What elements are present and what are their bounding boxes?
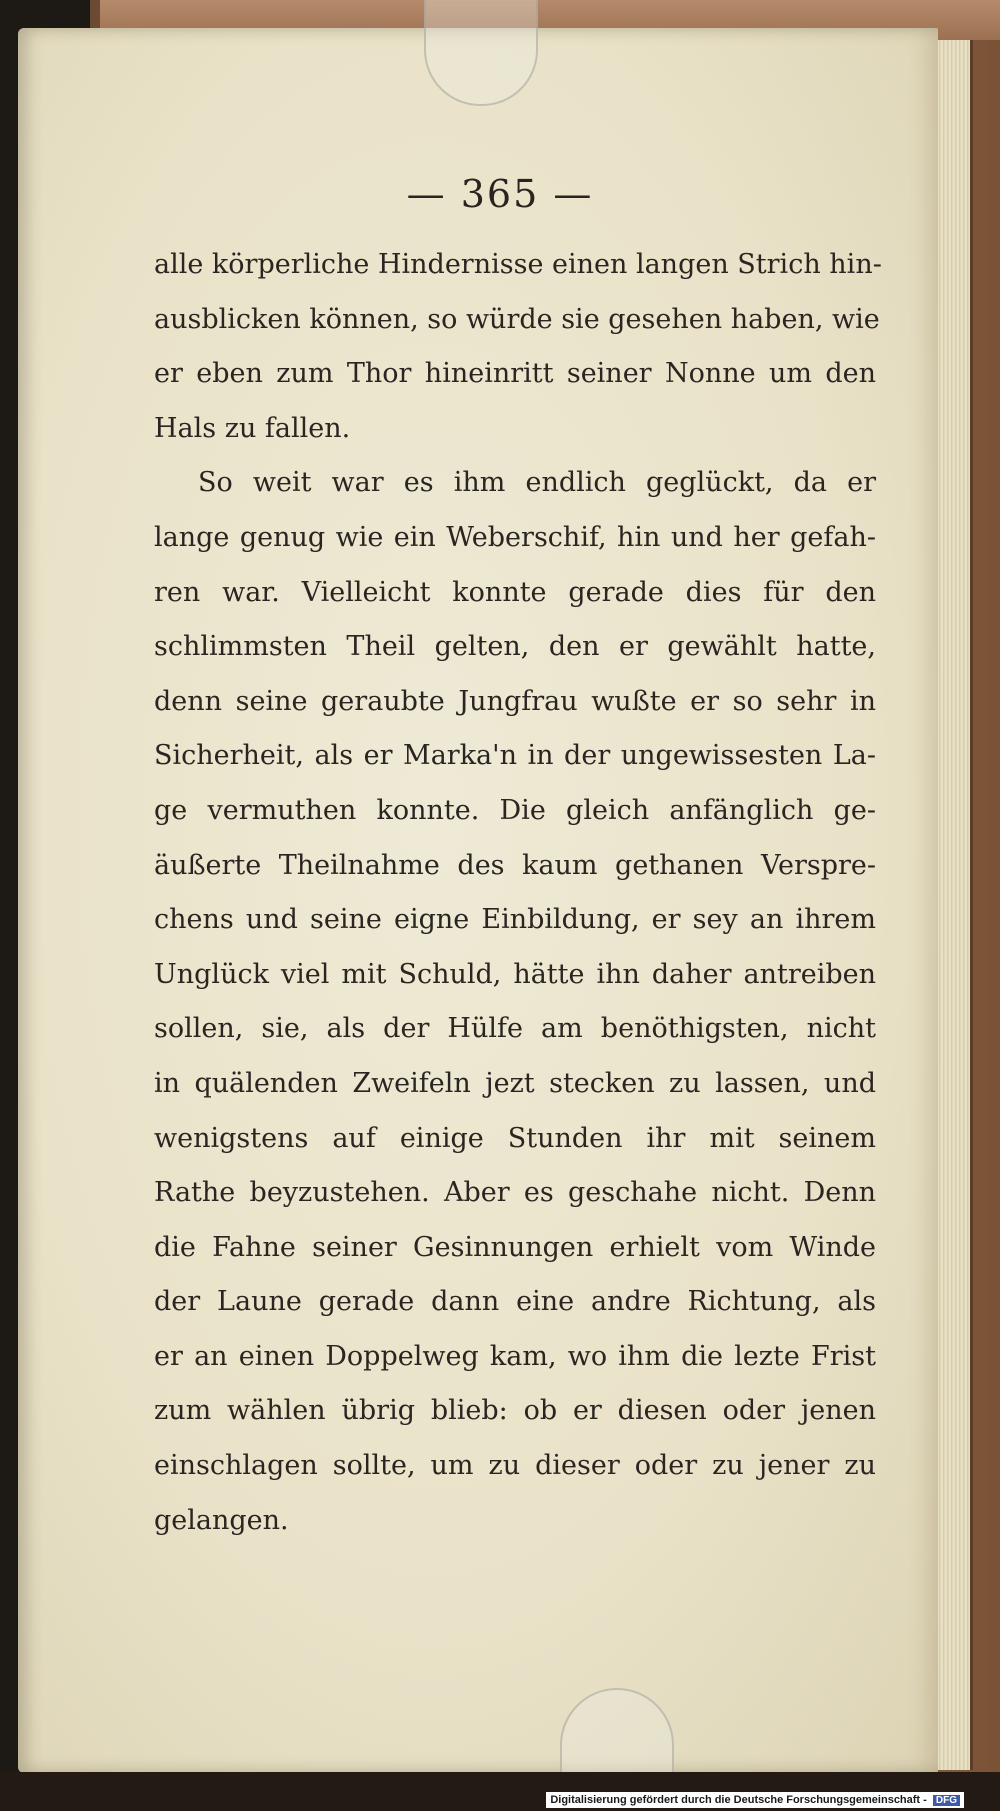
page-clip-top — [424, 0, 538, 106]
text-line: alle körperliche Hindernisse einen langen Strich hin- — [154, 249, 882, 280]
text-line: einschlagen sollte, um zu dieser oder zu jener zu — [154, 1450, 876, 1482]
text-line: denn seine geraubte Jungfrau wußte er so sehr in — [154, 685, 876, 717]
text-line: lange genug wie ein Weberschif, hin und her gefah- — [154, 521, 876, 553]
text-line: äußerte Theilnahme des kaum gethanen Verspre- — [154, 849, 876, 881]
text-line: die Fahne seiner Gesinnungen erhielt vom Winde — [154, 1231, 876, 1263]
digitization-credit — [546, 1792, 964, 1808]
text-line: er eben zum Thor hineinritt seiner Nonne um den — [154, 358, 876, 390]
text-line: zum wählen übrig blieb: ob er diesen oder jenen — [154, 1395, 876, 1427]
body-text — [154, 238, 882, 1548]
text-line: chens und seine eigne Einbildung, er sey an ihrem — [154, 904, 876, 936]
page-number: — 365 — — [406, 172, 594, 216]
text-line: in quälenden Zweifeln jezt stecken zu lassen, und — [154, 1067, 876, 1099]
text-line: er an einen Doppelweg kam, wo ihm die lezte Frist — [154, 1340, 876, 1372]
text-line: Sicherheit, als er Marka'n in der ungewissesten La- — [154, 740, 876, 772]
text-line: Unglück viel mit Schuld, hätte ihn daher antreiben — [154, 958, 876, 990]
paragraph-1 — [154, 238, 882, 456]
credit-text: Digitalisierung gefördert durch die Deutsche Forschungsgemeinschaft - — [550, 1794, 927, 1806]
text-line: ge vermuthen konnte. Die gleich anfänglich ge- — [154, 794, 876, 826]
paragraph-2 — [154, 456, 876, 1548]
text-line: ren war. Vielleicht konnte gerade dies für den — [154, 576, 876, 608]
text-line: gelangen. — [154, 1504, 289, 1536]
text-line: wenigstens auf einige Stunden ihr mit seinem — [154, 1122, 876, 1154]
text-line: ausblicken können, so würde sie gesehen haben, wie — [154, 303, 880, 335]
text-line: schlimmsten Theil gelten, den er gewählt hatte, — [154, 631, 876, 663]
dfg-logo: DFG — [933, 1795, 960, 1806]
text-line: der Laune gerade dann eine andre Richtung, als — [154, 1286, 876, 1318]
text-line: sollen, sie, als der Hülfe am benöthigsten, nicht — [154, 1013, 876, 1045]
text-line: So weit war es ihm endlich geglückt, da er — [198, 467, 876, 499]
text-line: Hals zu fallen. — [154, 412, 351, 444]
text-line: Rathe beyzustehen. Aber es geschahe nicht. Denn — [154, 1177, 876, 1209]
